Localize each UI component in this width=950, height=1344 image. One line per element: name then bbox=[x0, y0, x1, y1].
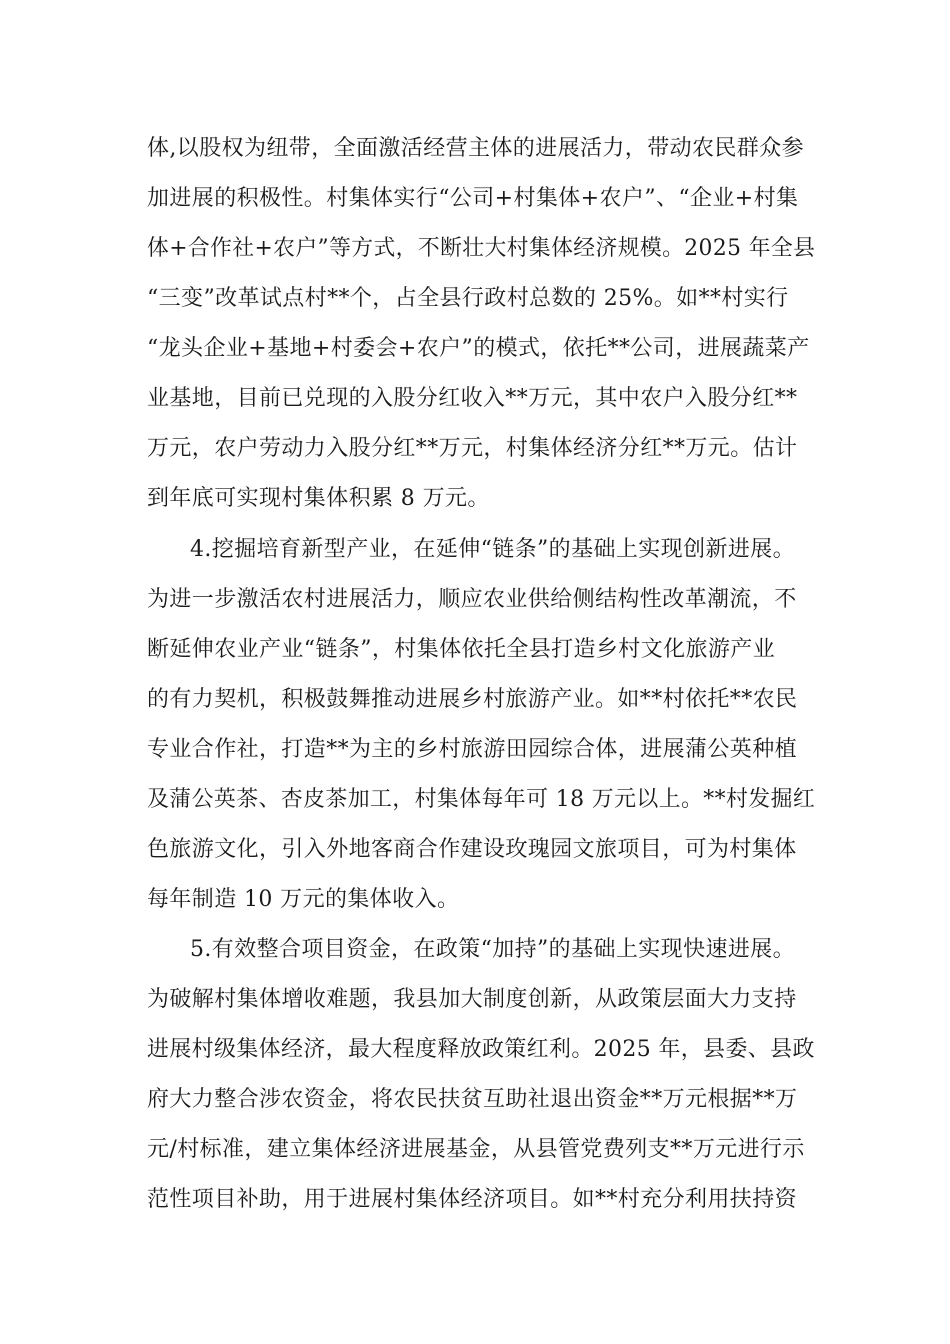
text-line: 专业合作社，打造**为主的乡村旅游田园综合体，进展蒲公英种植 bbox=[147, 737, 798, 762]
text-line: 范性项目补助，用于进展村集体经济项目。如**村充分利用扶持资 bbox=[147, 1187, 798, 1212]
text-line: 到年底可实现村集体积累 8 万元。 bbox=[147, 486, 490, 511]
text-line: 及蒲公英茶、杏皮茶加工，村集体每年可 18 万元以上。**村发掘红 bbox=[147, 787, 816, 812]
text-line: 业基地，目前已兑现的入股分红收入**万元，其中农户入股分红** bbox=[147, 386, 798, 411]
text-line: 为破解村集体增收难题，我县加大制度创新，从政策层面大力支持 bbox=[147, 987, 797, 1012]
section-heading-5: 5.有效整合项目资金，在政策“加持”的基础上实现快速进展。 bbox=[190, 937, 796, 962]
text-line: 加进展的积极性。村集体实行“公司+村集体+农户”、“企业+村集 bbox=[147, 186, 799, 211]
text-line: 每年制造 10 万元的集体收入。 bbox=[147, 887, 460, 912]
text-line: 的有力契机，积极鼓舞推动进展乡村旅游产业。如**村依托**农民 bbox=[147, 687, 798, 712]
text-line: 府大力整合涉农资金，将农民扶贫互助社退出资金**万元根据**万 bbox=[147, 1087, 798, 1112]
text-line: “龙头企业+基地+村委会+农户”的模式，依托**公司，进展蔬菜产 bbox=[147, 336, 810, 361]
text-line: 体,以股权为纽带，全面激活经营主体的进展活力，带动农民群众参 bbox=[147, 136, 804, 161]
section-heading-4: 4.挖掘培育新型产业，在延伸“链条”的基础上实现创新进展。 bbox=[190, 537, 796, 562]
text-line: 体+合作社+农户”等方式，不断壮大村集体经济规模。2025 年全县 bbox=[147, 236, 816, 261]
text-line: 万元，农户劳动力入股分红**万元，村集体经济分红**万元。估计 bbox=[147, 436, 798, 461]
text-line: “三变”改革试点村**个，占全县行政村总数的 25%。如**村实行 bbox=[147, 286, 789, 311]
text-line: 进展村级集体经济，最大程度释放政策红利。2025 年，县委、县政 bbox=[147, 1037, 815, 1062]
text-line: 元/村标准，建立集体经济进展基金，从县管党费列支**万元进行示 bbox=[147, 1137, 805, 1162]
text-line: 断延伸农业产业“链条”，村集体依托全县打造乡村文化旅游产业 bbox=[147, 637, 776, 662]
text-line: 为进一步激活农村进展活力，顺应农业供给侧结构性改革潮流，不 bbox=[147, 587, 797, 612]
text-line: 色旅游文化，引入外地客商合作建设玫瑰园文旅项目，可为村集体 bbox=[147, 837, 797, 862]
